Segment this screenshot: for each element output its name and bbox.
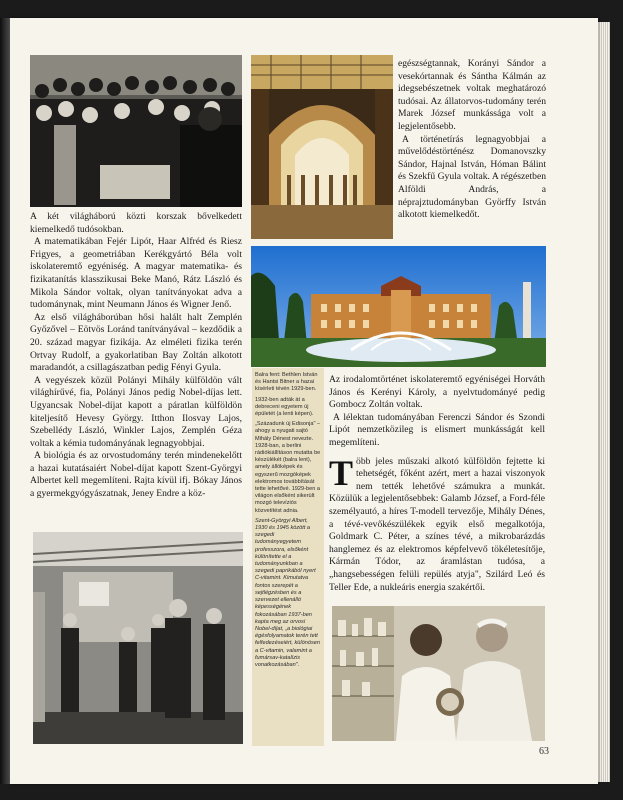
photo-arched-hall bbox=[251, 55, 393, 239]
paragraph: A matematikában Fejér Lipót, Haar Alfréd és Riesz Frigyes, a geometriában Kerékgyártó Béla volt iskolateremtő egyéniség. A magyar matematika- és fizikatanítás klasszikusai Beke Manó, Rátz László és Mikola Sándor voltak, olyan tanítványokat adva a tudománynak, mint Neumann János és Wigner Jenő. bbox=[30, 236, 242, 311]
paragraph-with-dropcap bbox=[329, 452, 545, 595]
page-number: 63 bbox=[539, 746, 549, 757]
paragraph: A két világháború közti korszak bővelkedett kiemelkedő tudósokban. bbox=[30, 211, 242, 235]
photo-crowd-ceremony bbox=[30, 55, 242, 207]
page-edges bbox=[596, 22, 610, 782]
paragraph: A biológia és az orvostudomány terén mindenekelőtt a hazai kutatásaiért Nobel-díjat kapott Szent-Györgyi Albertet kell megemlíteni. Rajta kívül ifj. Bókay János a gyermekgyógyászatnak, Jeney Endre a köz- bbox=[30, 450, 242, 500]
caption-1: Balra fent: Bethlen István és Hantsi Bitner a hazai kísérleti tévén 1929-ben. bbox=[255, 372, 318, 393]
drop-cap: T bbox=[329, 452, 354, 493]
right-text-column-bottom bbox=[329, 374, 545, 594]
paragraph: Az első világháborúban hősi halált halt Zemplén Győzővel – Eötvös Loránd tanítványával – kezdődik a 20. század magyar fizikája. Az elméleti fizika terén Ortvay Rudolf, a gyakorlatiban Bay Zoltán alkotott maradandót, a csillagászatban pedig Fényi Gyula. bbox=[30, 311, 242, 374]
paragraph: A történetírás legnagyobbjai a művelődéstörténész Domanovszky Sándor, Hajnal István, Hóman Bálint és Szekfű Gyula voltak. A régészetben Alföldi András, a néprajztudományban Györffy István alkotott kiemelkedőt. bbox=[398, 133, 546, 221]
caption-3: „Századunk új Edisonja" – ahogy a nyugati sajtó Mihály Dénest nevezte. 1928-ban, a berlini rádiókiállításon mutatta be készülékét (balra lent), amely állóképek és egyszerű mozgóképek elektromos továbbítását tette lehetővé. 1929-ben a világon elsőként sikerült mozgó televíziós közvetítést adnia. bbox=[255, 421, 321, 514]
paragraph: Az irodalomtörténet iskolateremtő egyéniségei Horváth János és Kerényi Károly, a nyelvtudományé pedig Gombocz Zoltán voltak. bbox=[329, 374, 545, 411]
left-text-column bbox=[30, 211, 242, 501]
paragraph: A vegyészek közül Polányi Mihály külföldön vált világhírűvé, fia, Polányi János pedig Nobel-díjas lett. Ugyancsak Nobel-díjat kapott a páratlan külföldön kiteljesítő Hevesy György. Itthon Ilosvay Lajos, Szebellédy László, Winkler Lajos, Zemplén Géza voltak a kémia tudományának legnagyobbjai. bbox=[30, 374, 242, 449]
caption-2: 1932-ben adták át a debreceni egyetem új épületét (a lenti képen). bbox=[255, 396, 314, 418]
dropcap-paragraph-text: öbb jeles műszaki alkotó külföldön fejtette ki tehetségét, főként azért, mert a hazai viszonyok nem tették lehetővé számukra a munkát. Közülük a legjelentősebbek: Galamb József, a Ford-féle személyautó, a híres T-modell tervezője, Mihály Dénes, a tévé-vevőkészülékek egyik első megalkotója, Goldmark C. Péter, a színes tévé, a mikrobarázdás hanglemez és az elektromos képfelvevő tökéletesítője, Kármán Tódor, az áramlástan tudósa, a „hangsebességen felüli repülés atyja", Szilárd Leó és Teller Ede, a nukleáris energia szakértői. bbox=[329, 455, 545, 593]
paragraph: A lélektan tudományában Ferenczi Sándor és Szondi Lipót nemzetközileg is elismert munkásságát kell megemlíteni. bbox=[329, 411, 545, 448]
caption-4: Szent-Györgyi Albert, 1930 és 1945 között a szegedi tudományegyetem professzora, elsőként különítette el a tudományunkban a szegedi paprikából nyert C-vitamint. Kimutatva fontos szerepét a sejtlégzésben és a szervezet ellenálló képességének fokozásában 1937-ben kapta meg az orvosi Nobel-díjat, „a biológiai égésfolyamatok terén tett felfedezéseiért, különösen a C-vitamin, valamint a fumársav-katalízis vonatkozásában". bbox=[255, 517, 320, 668]
photo-television-demonstration bbox=[33, 532, 243, 744]
right-text-column-top bbox=[398, 58, 546, 222]
photo-captions bbox=[255, 372, 321, 672]
photo-laboratory-scientists bbox=[332, 606, 545, 741]
photo-university-fountain bbox=[251, 246, 546, 367]
paragraph: egészségtannak, Korányi Sándor a vesekórtannak és Sántha Kálmán az idegsebészetnek voltak meghatározó tudósai. Az állatorvos-tudomány terén Marek József munkássága volt a legjelentősebb. bbox=[398, 58, 546, 132]
